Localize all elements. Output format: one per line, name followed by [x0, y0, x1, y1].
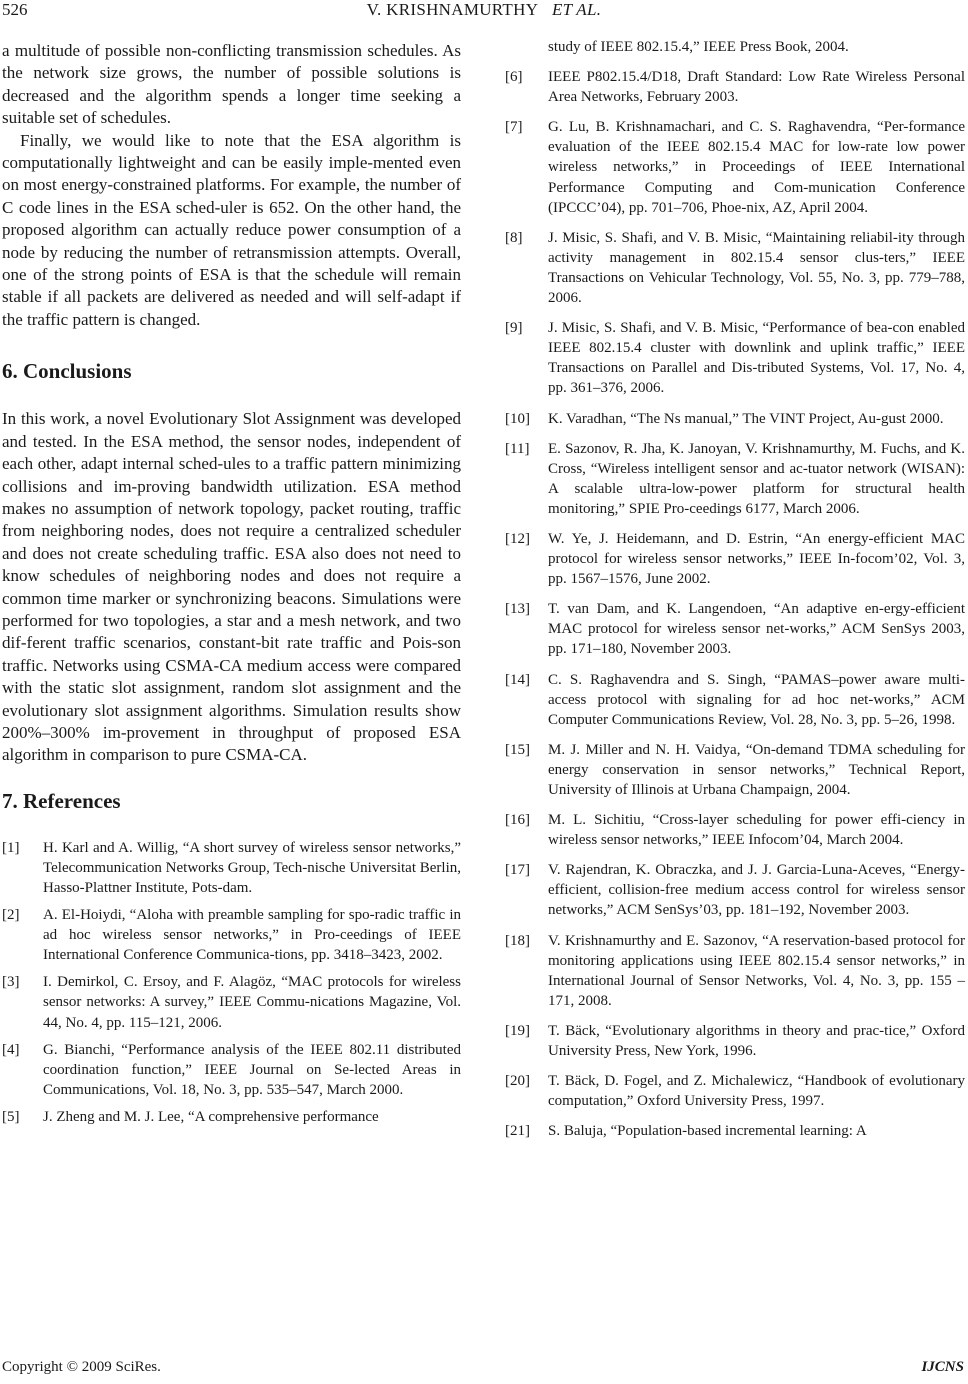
reference-text: V. Krishnamurthy and E. Sazonov, “A reservation-based protocol for monitoring applications using IEEE 802.15.4 sensor networks,” in International Journal of Sensor Networks, Vol. 4, No. 3, pp. 155 –171, 2008.: [548, 932, 965, 1009]
reference-number: [1]: [2, 839, 20, 856]
reference-item: [505, 409, 965, 429]
reference-number: [4]: [2, 1041, 20, 1058]
reference-item: [505, 67, 965, 107]
reference-item: [505, 931, 965, 1011]
reference-text: K. Varadhan, “The Ns manual,” The VINT Project, Au-gust 2000.: [548, 410, 944, 427]
reference-number: [21]: [505, 1123, 530, 1140]
reference-item: [505, 670, 965, 730]
reference-item: [505, 117, 965, 217]
reference-text: E. Sazonov, R. Jha, K. Janoyan, V. Krishnamurthy, M. Fuchs, and K. Cross, “Wireless intelligent sensor and ac-tuator network (WISAN): A scalable ultra-low-power platform for structural health monitoring,” SPIE Pro-ceedings 6177, March 2006.: [548, 440, 965, 517]
reference-number: [8]: [505, 229, 523, 246]
reference-item: [505, 228, 965, 308]
reference-list-left: [2, 838, 461, 1127]
page-header: [0, 0, 968, 24]
reference-item: [505, 1071, 965, 1111]
reference-text: IEEE P802.15.4/D18, Draft Standard: Low Rate Wireless Personal Area Networks, February 2003.: [548, 69, 965, 106]
reference-item: [505, 1121, 965, 1141]
reference-text: S. Baluja, “Population-based incremental learning: A: [548, 1123, 867, 1140]
reference-text: G. Bianchi, “Performance analysis of the IEEE 802.11 distributed coordination function,” IEEE Journal on Se-lected Areas in Communications, Vol. 18, No. 3, pp. 535–547, March 2000.: [43, 1041, 461, 1098]
reference-text: W. Ye, J. Heidemann, and D. Estrin, “An energy-efficient MAC protocol for wireless sensor networks,” IEEE In-focom’02, Vol. 3, pp. 1567–1576, June 2002.: [548, 530, 965, 588]
reference-item: [505, 1021, 965, 1061]
journal-name: IJCNS: [921, 1359, 964, 1375]
reference-text: G. Lu, B. Krishnamachari, and C. S. Raghavendra, “Per-formance evaluation of the IEEE 802.15.4 MAC for low-rate low power wireless networks,” in Proceedings of IEEE International Performance Computing and Com-munication Conference (IPCCC’04), pp. 701–706, Phoe-nix, AZ, April 2004.: [548, 119, 965, 216]
reference-number: [10]: [505, 410, 530, 427]
reference-number: [6]: [505, 69, 523, 86]
reference-text: V. Rajendran, K. Obraczka, and J. J. Garcia-Luna-Aceves, “Energy-efficient, collision-free medium access control for wireless sensor networks,” ACM SenSys’03, pp. 181–192, November 2003.: [548, 862, 965, 919]
section-heading-references: 7. References: [2, 788, 121, 813]
reference-text: J. Misic, S. Shafi, and V. B. Misic, “Maintaining reliabil-ity through activity management in 802.15.4 sensor clus-ters,” IEEE Transactions on Vehicular Technology, Vol. 55, No. 3, pp. 779–788, 2006.: [548, 229, 965, 307]
section-heading-conclusions: 6. Conclusions: [2, 359, 132, 384]
left-column: [2, 40, 461, 1127]
right-column: [505, 37, 965, 1141]
reference-item: [2, 1107, 461, 1127]
reference-item: [2, 905, 461, 965]
reference-number: [14]: [505, 671, 530, 688]
running-head-authors: V. KRISHNAMURTHY: [366, 0, 539, 19]
reference-number: [19]: [505, 1022, 530, 1039]
reference-text: T. van Dam, and K. Langendoen, “An adaptive en-ergy-efficient MAC protocol for wireless sensor net-works,” ACM SenSys 2003, pp. 171–180, November 2003.: [548, 601, 965, 658]
reference-text: H. Karl and A. Willig, “A short survey of wireless sensor networks,” Telecommunication Networks Group, Tech-nische Universitat Berlin, Hasso-Plattner Institute, Pots-dam.: [43, 839, 461, 896]
reference-item: [505, 860, 965, 920]
reference-number: [15]: [505, 741, 530, 758]
reference-number: [16]: [505, 812, 530, 829]
running-head: [0, 0, 968, 20]
page-number: 526: [2, 0, 28, 19]
reference-text: C. S. Raghavendra and S. Singh, “PAMAS–power aware multi-access protocol with signaling for ad hoc net-works,” ACM Computer Communications Review, Vol. 28, No. 3, pp. 5–26, 1998.: [548, 671, 965, 728]
copyright-notice: Copyright © 2009 SciRes.: [2, 1359, 161, 1375]
reference-number: [11]: [505, 440, 530, 457]
reference-number: [9]: [505, 320, 523, 337]
reference-number: [7]: [505, 119, 523, 136]
reference-text: J. Misic, S. Shafi, and V. B. Misic, “Performance of bea-con enabled IEEE 802.15.4 cluster with downlink and uplink traffic,” IEEE Transactions on Parallel and Dis-tributed Systems, Vol. 17, No. 4, pp. 361–376, 2006.: [548, 320, 965, 397]
reference-number: [13]: [505, 601, 530, 618]
reference-number: [12]: [505, 530, 530, 547]
body-paragraph: Finally, we would like to note that the ESA algorithm is computationally lightweight and can be easily imple-mented even on most energy-constrained platforms. For example, the number of C code lines in the ESA sched-uler is 652. On the other hand, the proposed algorithm can actually reduce power consumption of a node by reducing the number of retransmission attempts. Overall, one of the strong points of ESA is that the schedule will remain stable if all packets are delivered as needed and will self-adapt if the traffic pattern is changed.: [2, 130, 461, 329]
conclusions-paragraph: In this work, a novel Evolutionary Slot Assignment was developed and tested. In the ESA method, the sensor nodes, independent of each other, adapt internal sched-ules to a traffic pattern minimizing collisions and im-proving bandwidth utilization. ESA method makes no assumption of network topology, packet routing, traffic from neighboring nodes, does not require a centralized scheduler and does not create scheduling traffic. ESA also does not need to know schedules of neighboring nodes and does not require a common time marker or synchronizing beacons. Simulations were performed for two topologies, a star and a mesh network, and two dif-ferent traffic scenarios, constant-bit rate traffic and Pois-son traffic. Networks using CSMA-CA medium access were compared with the static slot assignment, random slot assignment and the evolutionary slot assignment algorithms. Simulation results show 200%–300% im-provement in throughput of proposed ESA algorithm in comparison to pure CSMA-CA.: [2, 409, 461, 765]
reference-item: [2, 838, 461, 898]
reference-item: [505, 740, 965, 800]
reference-text: I. Demirkol, C. Ersoy, and F. Alagöz, “MAC protocols for wireless sensor networks: A survey,” IEEE Commu-nications Magazine, Vol. 44, No. 4, pp. 115–121, 2006.: [43, 974, 461, 1031]
reference-number: [3]: [2, 974, 20, 991]
reference-item: [505, 599, 965, 659]
reference-number: [20]: [505, 1073, 530, 1090]
reference-text: T. Bäck, “Evolutionary algorithms in theory and prac-tice,” Oxford University Press, New York, 1996.: [548, 1022, 965, 1060]
reference-text: study of IEEE 802.15.4,” IEEE Press Book, 2004.: [548, 39, 849, 55]
reference-number: [18]: [505, 932, 530, 949]
reference-item: [505, 810, 965, 850]
reference-item: [2, 1040, 461, 1100]
body-paragraph: a multitude of possible non-conflicting transmission schedules. As the network size grows, the number of possible solutions is decreased and the algorithm spends a longer time seeking a suitable set of schedules.: [2, 41, 461, 128]
running-head-et-al: ET AL.: [551, 0, 602, 19]
reference-number: [2]: [2, 907, 20, 924]
reference-item: [505, 529, 965, 589]
reference-item: [505, 318, 965, 398]
reference-item: [2, 972, 461, 1032]
reference-number: [5]: [2, 1108, 20, 1125]
reference-item: [505, 439, 965, 519]
reference-text: A. El-Hoiydi, “Aloha with preamble sampling for spo-radic traffic in ad hoc wireless sensor networks,” in Pro-ceedings of IEEE International Conference Communica-tions, pp. 3418–3423, 2002.: [43, 907, 461, 964]
reference-text: T. Bäck, D. Fogel, and Z. Michalewicz, “Handbook of evolutionary computation,” Oxford University Press, 1997.: [548, 1073, 965, 1110]
reference-item-continued: [505, 37, 965, 57]
reference-number: [17]: [505, 862, 530, 879]
reference-text: M. J. Miller and N. H. Vaidya, “On-demand TDMA scheduling for energy conservation in sensor networks,” Technical Report, University of Illinois at Urbana Champaign, 2004.: [548, 741, 965, 798]
reference-text: J. Zheng and M. J. Lee, “A comprehensive performance: [43, 1108, 379, 1125]
reference-text: M. L. Sichitiu, “Cross-layer scheduling for power effi-ciency in wireless sensor networks,” IEEE Infocom’04, March 2004.: [548, 812, 965, 849]
